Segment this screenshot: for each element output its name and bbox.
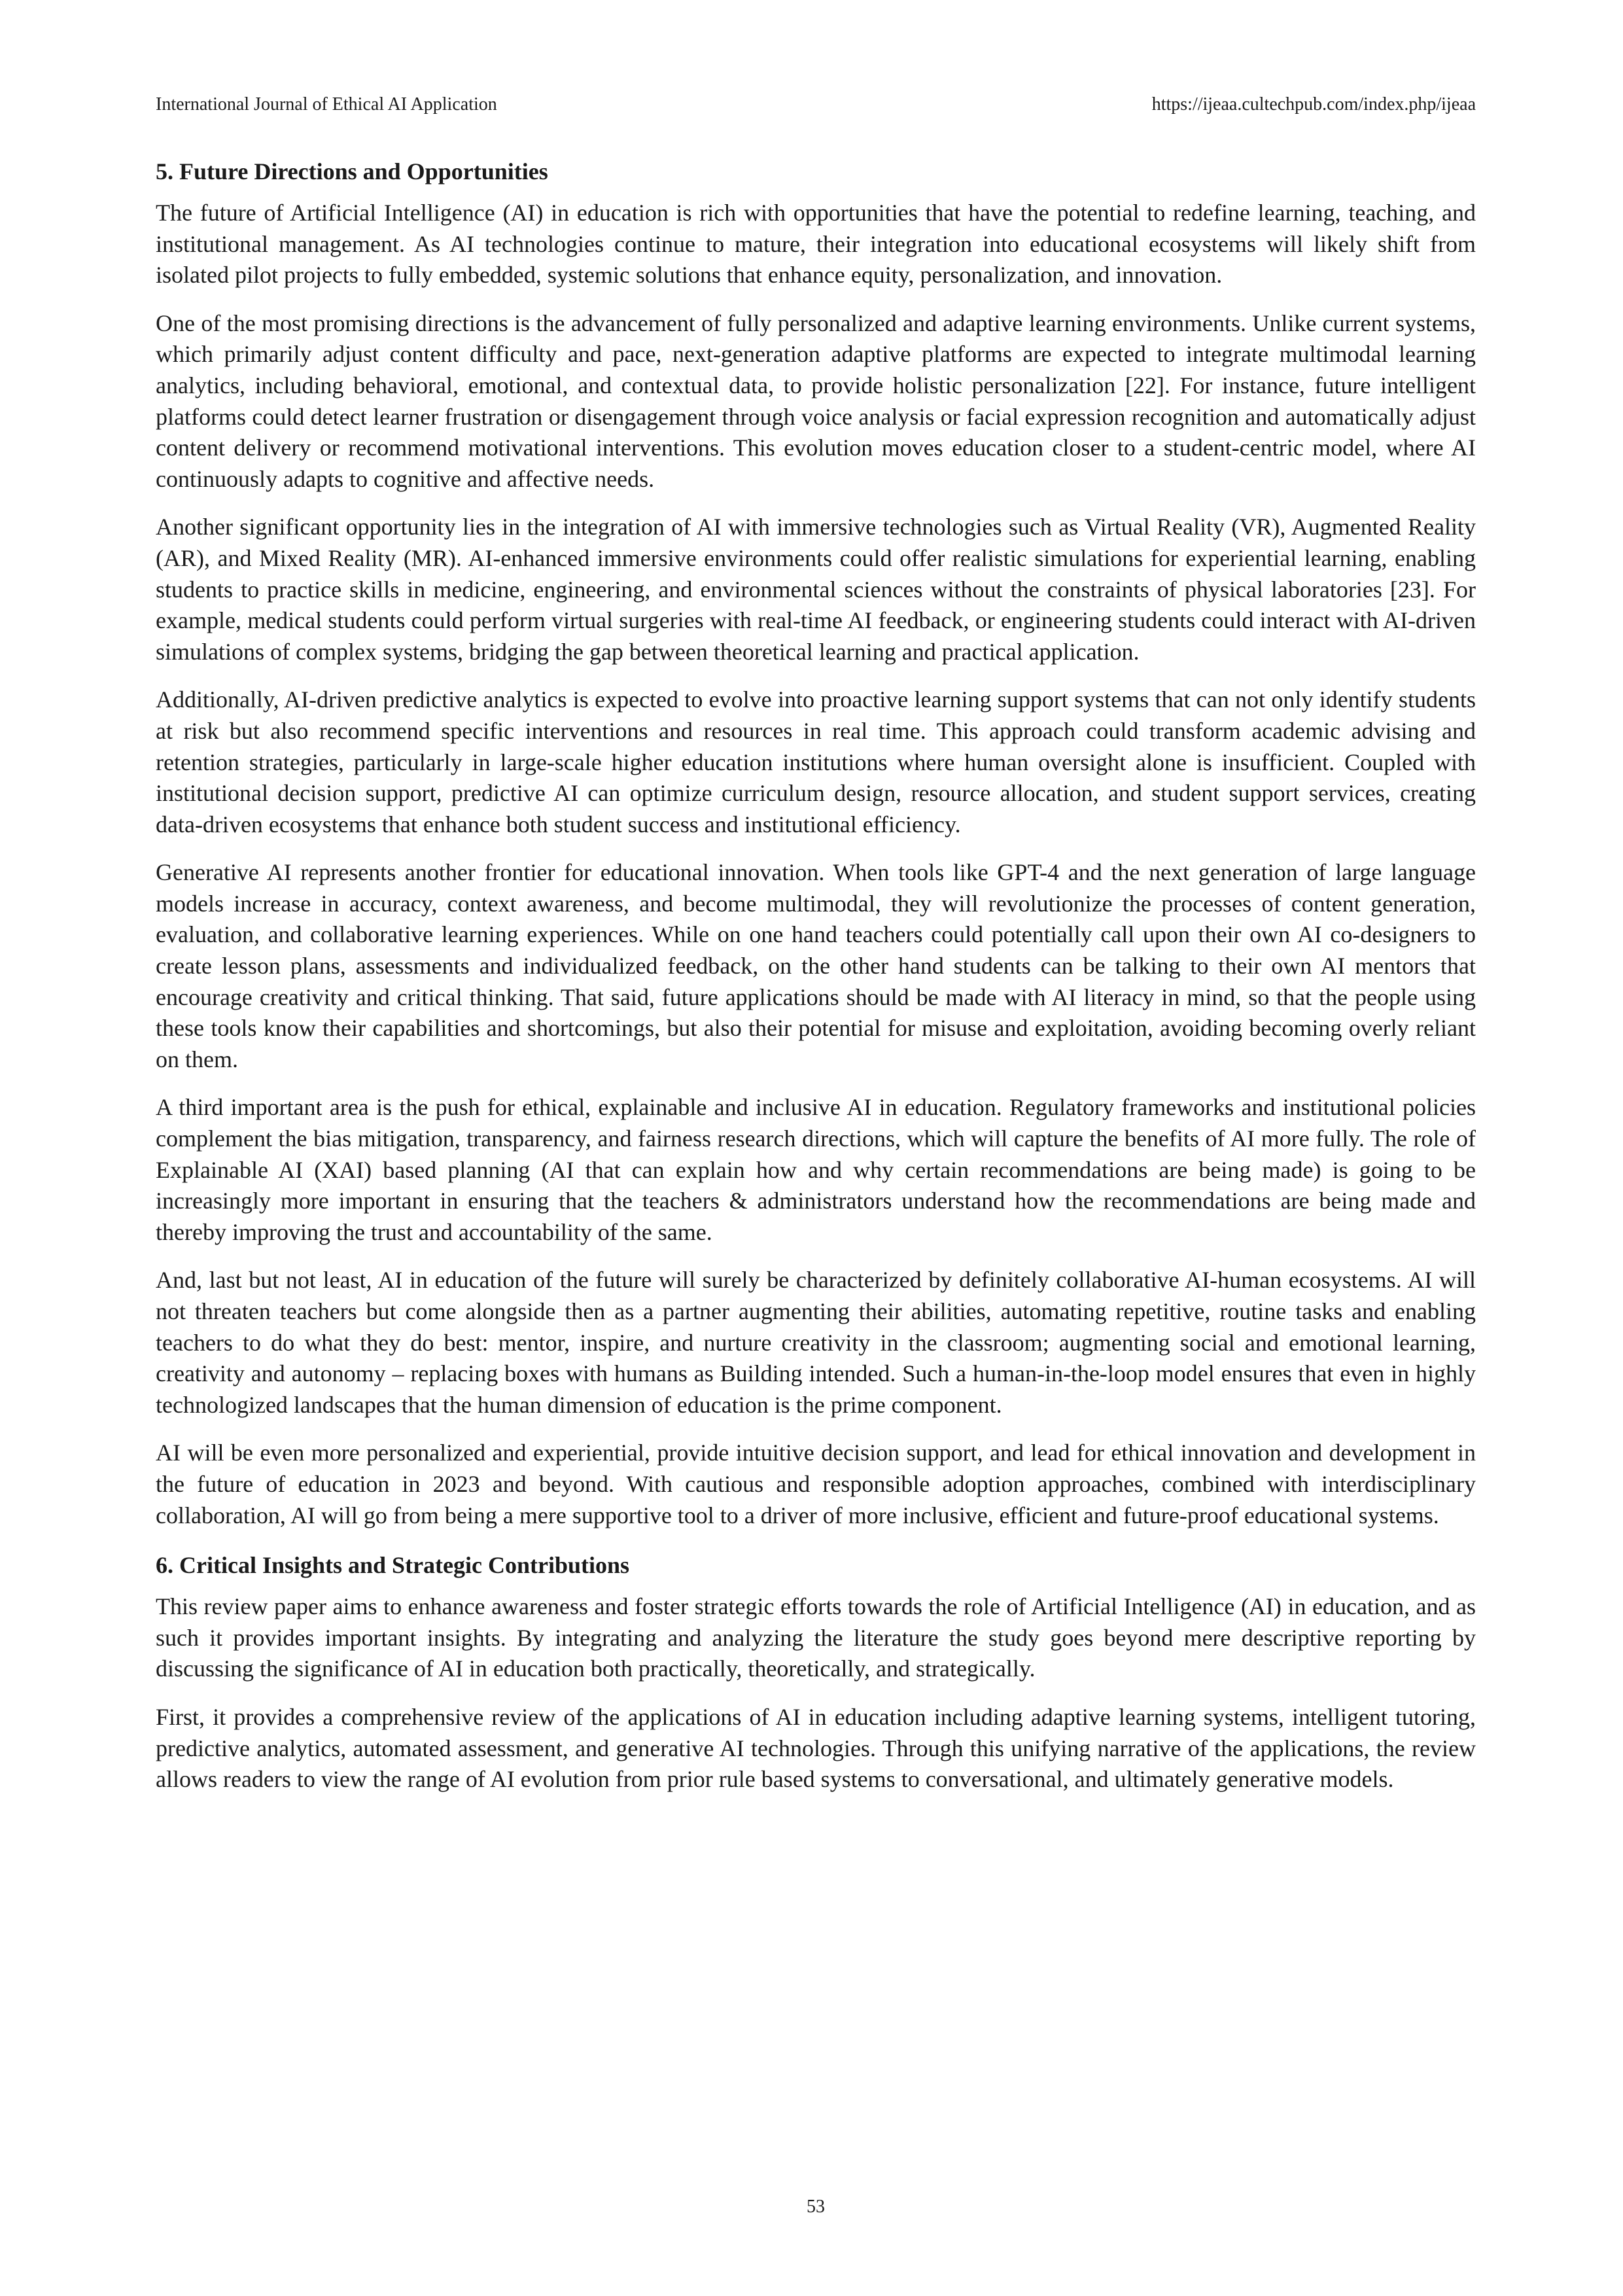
journal-url[interactable]: https://ijeaa.cultechpub.com/index.php/ijeaa: [1151, 94, 1476, 115]
paragraph: The future of Artificial Intelligence (AI) in education is rich with opportunities that have the potential to redefine learning, teaching, and institutional management. As AI technologies continue to mature, their integration into educational ecosystems will likely shift from isolated pilot projects to fully embedded, systemic solutions that enhance equity, personalization, and innovation.: [156, 200, 1476, 289]
paragraph: Additionally, AI-driven predictive analytics is expected to evolve into proactive learning support systems that can not only identify students at risk but also recommend specific interventions and resources in real time. This approach could transform academic advising and retention strategies, particularly in large-scale higher education institutions where human oversight alone is insufficient. Coupled with institutional decision support, predictive AI can optimize curriculum design, resource allocation, and student support services, creating data-driven ecosystems that enhance both student success and institutional efficiency.: [156, 686, 1476, 838]
section-heading: 6. Critical Insights and Strategic Contributions: [156, 1552, 630, 1579]
paragraph: Generative AI represents another frontier for educational innovation. When tools like GPT-4 and the next generation of large language models increase in accuracy, context awareness, and become multimodal, they will revolutionize the processes of content generation, evaluation, and collaborative learning experiences. While on one hand teachers could potentially call upon their own AI co-designers to create lesson plans, assessments and individualized feedback, on the other hand students can be talking to their own AI mentors that encourage creativity and critical thinking. That said, future applications should be made with AI literacy in mind, so that the people using these tools know their capabilities and shortcomings, but also their potential for misuse and exploitation, avoiding becoming overly reliant on them.: [156, 859, 1476, 1072]
paragraph: Another significant opportunity lies in the integration of AI with immersive technologies such as Virtual Reality (VR), Augmented Reality (AR), and Mixed Reality (MR). AI-enhanced immersive environments could offer realistic simulations for experiential learning, enabling students to practice skills in medicine, engineering, and environmental sciences without the constraints of physical laboratories [23]. For example, medical students could perform virtual surgeries with real-time AI feedback, or engineering students could interact with AI-driven simulations of complex systems, bridging the gap between theoretical learning and practical application.: [156, 514, 1476, 665]
paper-page: [156, 0, 1476, 2296]
running-header: [156, 92, 1476, 118]
paragraph: One of the most promising directions is the advancement of fully personalized and adaptive learning environments. Unlike current systems, which primarily adjust content difficulty and pace, next-generation adaptive platforms are expected to integrate multimodal learning analytics, including behavioral, emotional, and contextual data, to provide holistic personalization [22]. For instance, future intelligent platforms could detect learner frustration or disengagement through voice analysis or facial expression recognition and automatically adjust content delivery or recommend motivational interventions. This evolution moves education closer to a student-centric model, where AI continuously adapts to cognitive and affective needs.: [156, 309, 1476, 492]
section-future-directions: [156, 154, 1476, 1531]
paragraph: AI will be even more personalized and experiential, provide intuitive decision support, and lead for ethical innovation and development in the future of education in 2023 and beyond. With cautious and responsible adoption approaches, combined with interdisciplinary collaboration, AI will go from being a mere supportive tool to a driver of more inclusive, efficient and future-proof educational systems.: [156, 1439, 1476, 1528]
paragraph: This review paper aims to enhance awareness and foster strategic efforts towards the role of Artificial Intelligence (AI) in education, and as such it provides important insights. By integrating and analyzing the literature the study goes beyond mere descriptive reporting by discussing the significance of AI in education both practically, theoretically, and strategically.: [156, 1593, 1476, 1682]
section-critical-insights: [156, 1548, 1476, 1795]
paragraph: A third important area is the push for ethical, explainable and inclusive AI in education. Regulatory frameworks and institutional policies complement the bias mitigation, transparency, and fairness research directions, which will capture the benefits of AI more fully. The role of Explainable AI (XAI) based planning (AI that can explain how and why certain recommendations are being made) is going to be increasingly more important in ensuring that the teachers & administrators understand how the recommendations are being made and thereby improving the trust and accountability of the same.: [156, 1094, 1476, 1245]
page-number: 53: [807, 2197, 825, 2217]
paragraph: And, last but not least, AI in education of the future will surely be characterized by definitely collaborative AI-human ecosystems. AI will not threaten teachers but come alongside then as a partner augmenting their abilities, automating repetitive, routine tasks and enabling teachers to do what they do best: mentor, inspire, and nurture creativity in the classroom; augmenting social and emotional learning, creativity and autonomy – replacing boxes with humans as Building intended. Such a human-in-the-loop model ensures that even in highly technologized landscapes that the human dimension of education is the prime component.: [156, 1267, 1476, 1418]
journal-name: International Journal of Ethical AI Application: [156, 94, 497, 115]
paragraph: First, it provides a comprehensive review of the applications of AI in education including adaptive learning systems, intelligent tutoring, predictive analytics, automated assessment, and generative AI technologies. Through this unifying narrative of the applications, the review allows readers to view the range of AI evolution from prior rule based systems to conversational, and ultimately generative models.: [156, 1703, 1476, 1793]
body-text: [156, 154, 1476, 1795]
section-heading: 5. Future Directions and Opportunities: [156, 158, 548, 185]
